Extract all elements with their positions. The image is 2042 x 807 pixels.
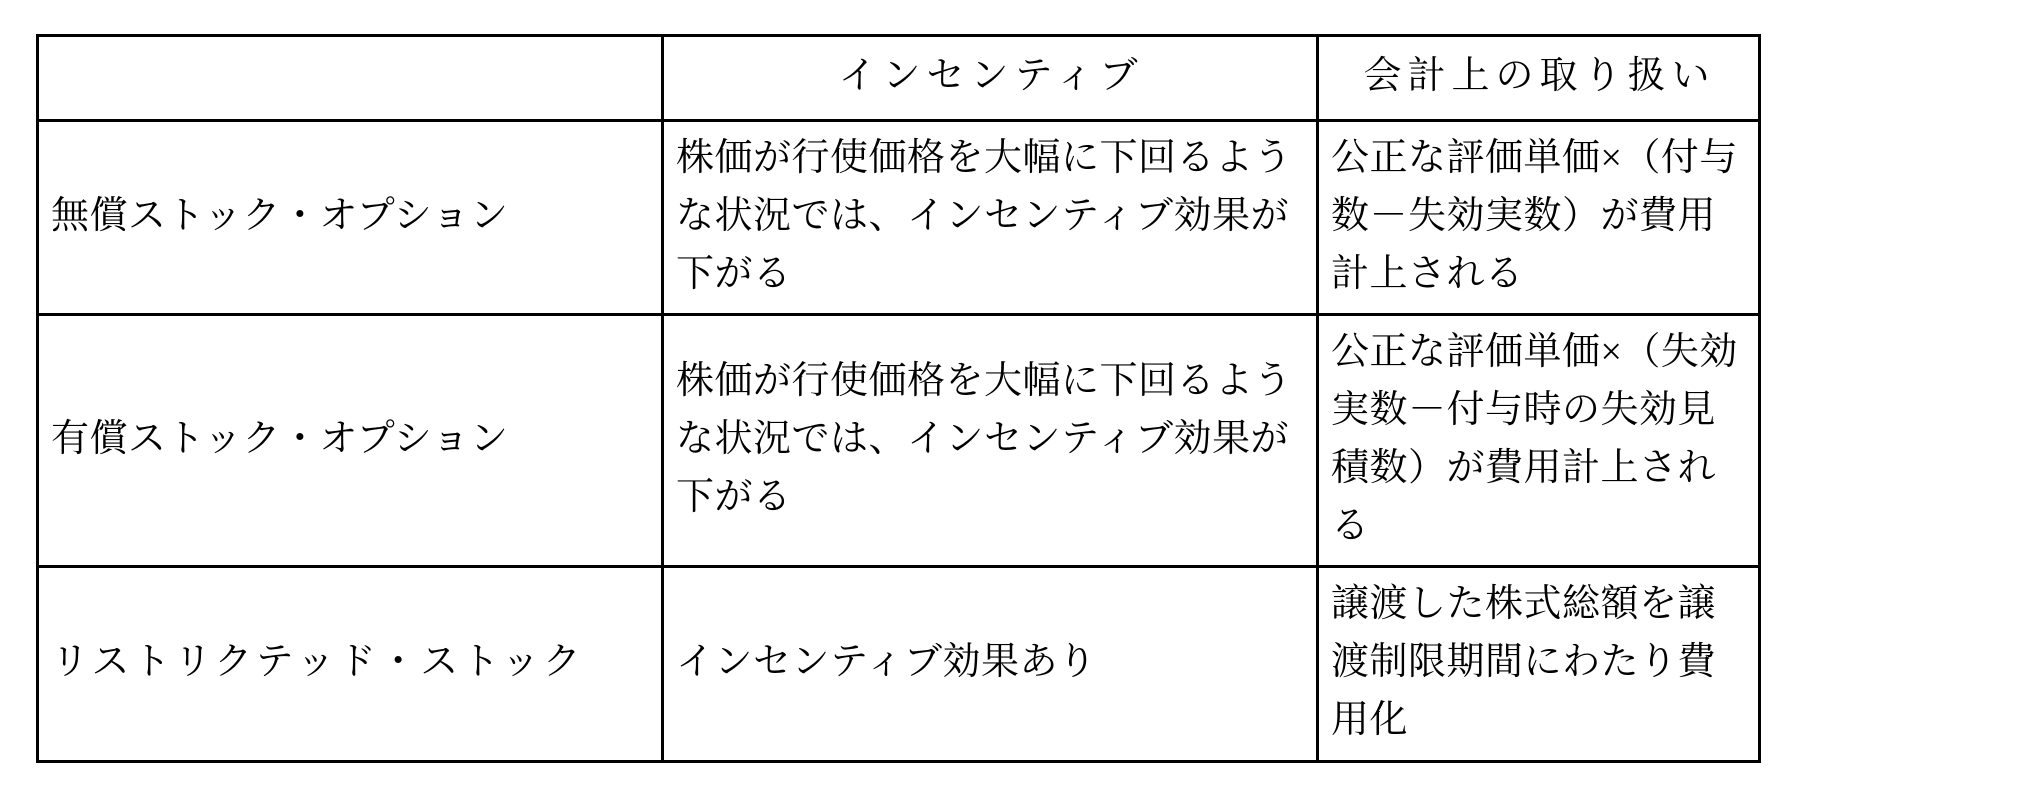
header-cell-blank (38, 36, 663, 121)
table-container (36, 34, 1758, 763)
row-accounting-restricted-stock: 譲渡した株式総額を譲渡制限期間にわたり費用化 (1318, 567, 1760, 761)
table-row (38, 567, 1760, 761)
row-incentive-unpaid-stock-option: 株価が行使価格を大幅に下回るような状況では、インセンティブ効果が下がる (663, 121, 1318, 315)
table-row (38, 121, 1760, 315)
row-incentive-restricted-stock: インセンティブ効果あり (663, 567, 1318, 761)
row-incentive-paid-stock-option: 株価が行使価格を大幅に下回るような状況では、インセンティブ効果が下がる (663, 315, 1318, 567)
row-accounting-unpaid-stock-option: 公正な評価単価×（付与数－失効実数）が費用計上される (1318, 121, 1760, 315)
table-row (38, 315, 1760, 567)
row-label-unpaid-stock-option: 無償ストック・オプション (38, 121, 663, 315)
row-accounting-paid-stock-option: 公正な評価単価×（失効実数－付与時の失効見積数）が費用計上される (1318, 315, 1760, 567)
header-cell-accounting: 会計上の取り扱い (1318, 36, 1760, 121)
row-label-paid-stock-option: 有償ストック・オプション (38, 315, 663, 567)
comparison-table (36, 34, 1761, 763)
table-header-row (38, 36, 1760, 121)
row-label-restricted-stock: リストリクテッド・ストック (38, 567, 663, 761)
header-cell-incentive: インセンティブ (663, 36, 1318, 121)
